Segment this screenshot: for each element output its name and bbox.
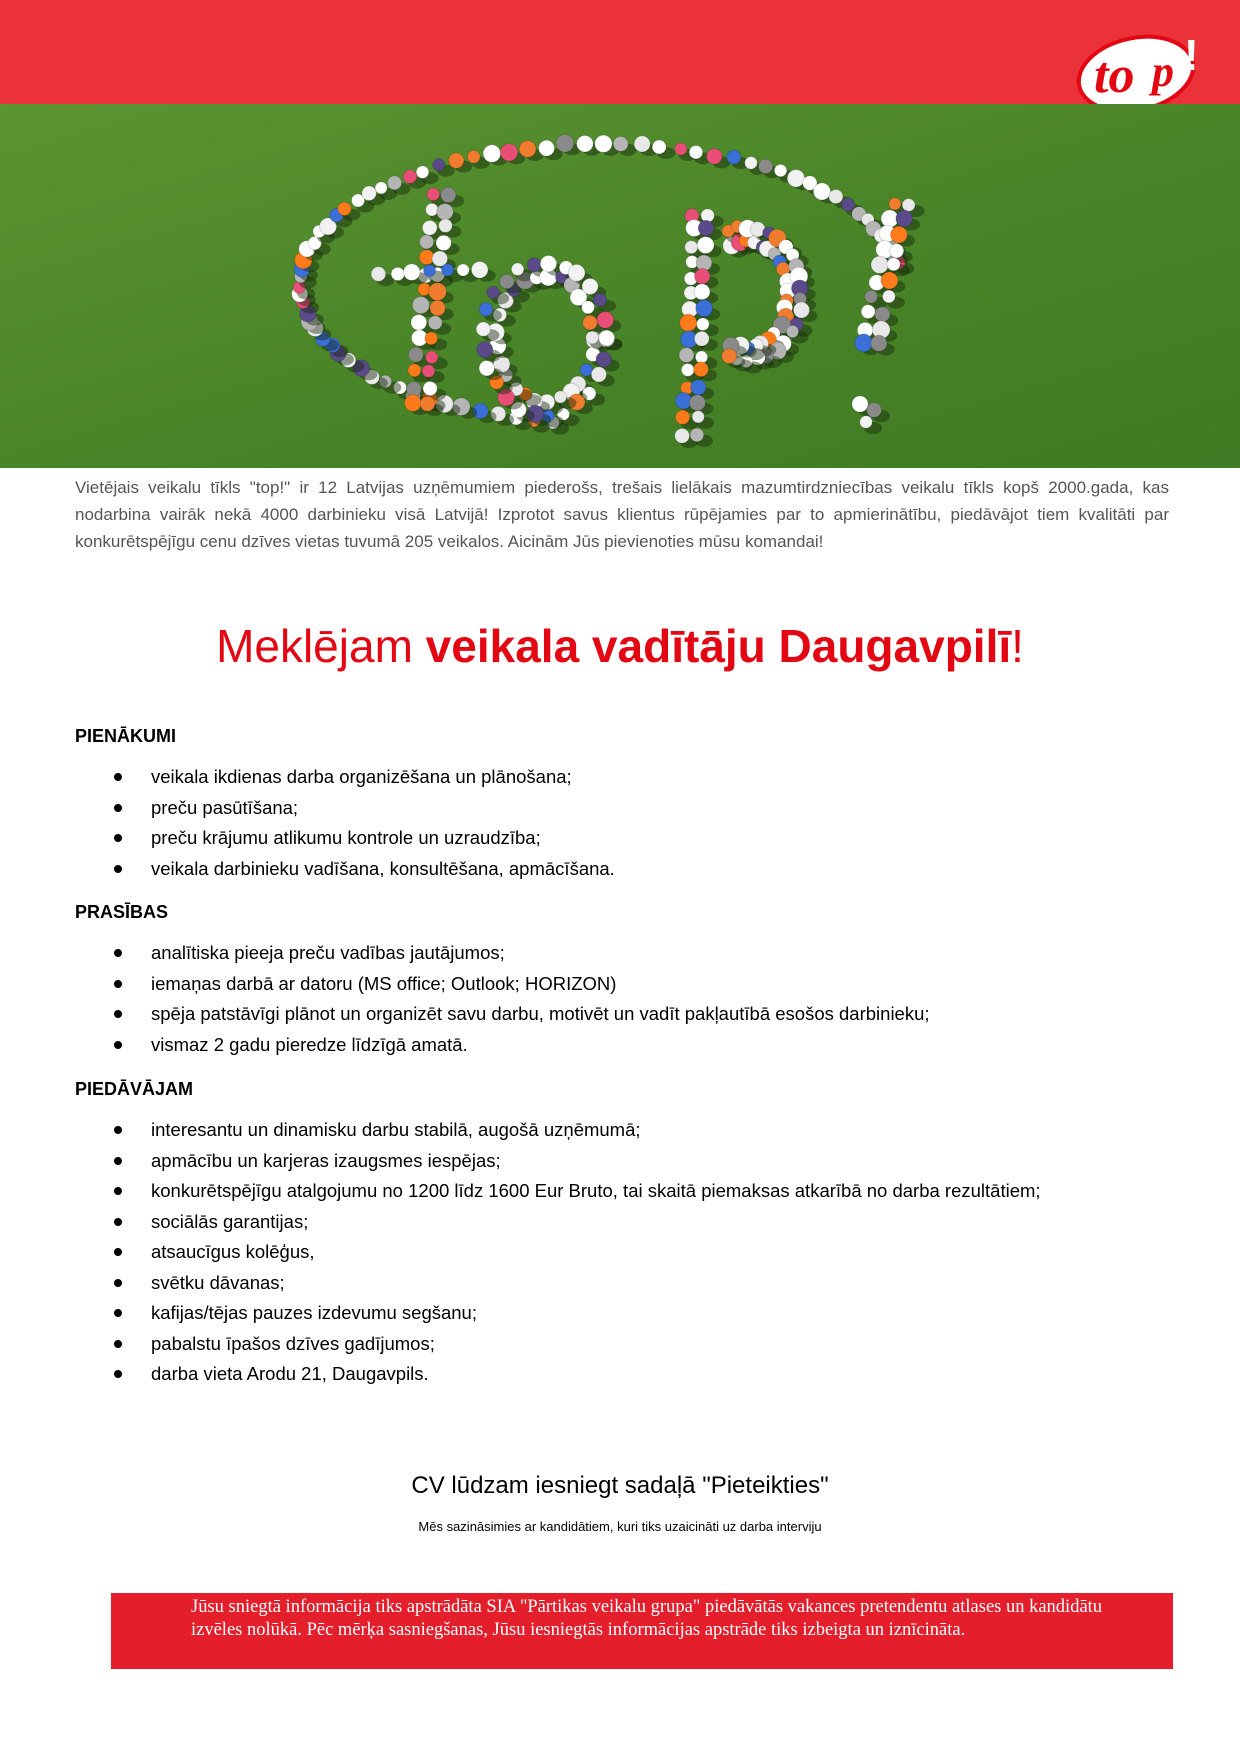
bullet-icon — [114, 865, 122, 873]
duties-list — [75, 762, 1175, 884]
privacy-notice-text: Jūsu sniegtā informācija tiks apstrādāta SIA "Pārtikas veikalu grupa" piedāvātās vakances pretendentu atlases un kandidātu izvēles nolūkā. Pēc mērķa sasniegšanas, Jūsu iesniegtās informācijas apstrāde tiks izbeigta un iznīcināta. — [191, 1597, 1103, 1640]
list-item-text: preču pasūtīšana; — [151, 796, 299, 818]
list-item — [75, 969, 1175, 1000]
crowd-person — [676, 410, 690, 424]
crowd-person — [403, 264, 420, 281]
crowd-person — [479, 360, 494, 375]
crowd-person — [519, 141, 536, 158]
list-item — [75, 854, 1175, 885]
crowd-person — [881, 272, 898, 289]
crowd-person — [887, 258, 900, 271]
crowd-person — [568, 264, 585, 281]
headline-suffix: ! — [1011, 620, 1024, 672]
crowd-person — [433, 159, 445, 171]
crowd-person — [852, 396, 868, 412]
offer-list — [75, 1115, 1175, 1390]
crowd-person — [425, 332, 438, 345]
crowd-person — [675, 143, 687, 155]
svg-text:to: to — [1094, 47, 1135, 104]
crowd-person — [408, 347, 423, 362]
crowd-person — [583, 315, 598, 330]
crowd-person — [786, 325, 798, 337]
section-title-offer: PIEDĀVĀJAM — [75, 1079, 194, 1099]
list-item-text: interesantu un dinamisku darbu stabilā, augošā uzņēmumā; — [151, 1119, 641, 1140]
crowd-person — [692, 411, 704, 423]
cv-title: CV lūdzam iesniegt sadaļā "Pieteikties" — [411, 1472, 829, 1499]
crowd-person — [375, 182, 387, 194]
list-item — [75, 1030, 1175, 1061]
crowd-person — [411, 315, 427, 331]
top-banner — [0, 0, 1240, 104]
crowd-person — [787, 170, 804, 187]
crowd-person — [582, 278, 598, 294]
crowd-person — [652, 140, 666, 154]
svg-text:p: p — [1152, 47, 1174, 96]
headline-position: veikala vadītāju Daugavpilī — [425, 620, 1012, 672]
bullet-icon — [114, 1370, 122, 1378]
crowd-person — [427, 188, 440, 201]
crowd-person — [487, 286, 500, 299]
crowd-person — [695, 268, 710, 283]
crowd-person — [511, 263, 523, 275]
crowd-person — [467, 150, 480, 163]
crowd-person — [424, 265, 436, 277]
privacy-notice — [111, 1593, 1173, 1669]
crowd-person — [679, 348, 694, 363]
crowd-person — [689, 145, 702, 158]
crowd-person — [698, 220, 713, 235]
crowd-person — [582, 301, 595, 314]
crowd-person — [403, 170, 417, 184]
crowd-person — [441, 187, 456, 202]
duties-section — [75, 724, 1175, 884]
crowd-person — [577, 136, 594, 153]
bullet-icon — [114, 1218, 122, 1226]
crowd-person — [774, 164, 786, 176]
crowd-person — [689, 395, 705, 411]
crowd-person — [422, 365, 435, 378]
headline-prefix: Meklējam — [216, 620, 426, 672]
crowd-person — [457, 264, 469, 276]
crowd-person — [596, 352, 611, 367]
crowd-person — [423, 381, 437, 395]
crowd-person — [405, 395, 422, 412]
crowd-person — [426, 203, 439, 216]
crowd-person — [477, 342, 493, 358]
list-item-text: atsaucīgus kolēģus, — [151, 1241, 315, 1262]
section-title-duties: PIENĀKUMI — [75, 726, 177, 746]
crowd-person — [696, 300, 713, 317]
list-item-text: spēja patstāvīgi plānot un organizēt savu darbu, motivēt un vadīt pakļautībā esošos darbinieku; — [151, 1003, 930, 1024]
crowd-person — [865, 290, 878, 303]
crowd-person — [675, 429, 690, 444]
crowd-person — [681, 363, 694, 376]
crowd-person — [680, 314, 697, 331]
crowd-person — [896, 210, 913, 227]
crowd-person — [793, 302, 809, 318]
list-item-text: svētku dāvanas; — [151, 1271, 285, 1293]
crowd-person — [362, 186, 376, 200]
crowd-person — [500, 274, 514, 288]
list-item — [75, 999, 1175, 1030]
crowd-person — [539, 140, 555, 156]
crowd-person — [483, 145, 500, 162]
bullet-icon — [114, 1309, 122, 1317]
crowd-person — [428, 316, 442, 330]
crowd-person — [430, 300, 445, 315]
list-item — [75, 1176, 1175, 1207]
crowd-person — [597, 312, 614, 329]
crowd-person — [690, 428, 704, 442]
crowd-person — [408, 364, 421, 377]
crowd-person — [437, 204, 454, 221]
crowd-person — [439, 219, 452, 232]
crowd-person — [436, 235, 451, 250]
bullet-icon — [114, 1157, 122, 1165]
list-item — [75, 793, 1175, 824]
list-item-text: darba vieta Arodu 21, Daugavpils. — [151, 1363, 429, 1384]
crowd-person — [476, 322, 490, 336]
crowd-person — [860, 416, 872, 428]
list-item-text: veikala darbinieku vadīšana, konsultēšana, apmācīšana. — [151, 857, 615, 879]
list-item-text: analītiska pieeja preču vadības jautājumos; — [151, 942, 505, 963]
crowd-person — [634, 136, 650, 152]
list-item — [75, 1207, 1175, 1238]
crowd-person — [420, 235, 434, 249]
crowd-person — [875, 307, 890, 322]
crowd-person — [412, 297, 429, 314]
bullet-icon — [114, 949, 122, 957]
crowd-person — [338, 202, 351, 215]
bullet-icon — [114, 980, 122, 988]
crowd-person — [745, 157, 758, 170]
crowd-person — [890, 244, 904, 258]
requirements-section — [75, 900, 1175, 1060]
crowd-person — [425, 351, 438, 364]
crowd-person — [540, 255, 556, 271]
bullet-icon — [114, 1248, 122, 1256]
list-item — [75, 823, 1175, 854]
bullet-icon — [114, 1126, 122, 1134]
list-item-text: konkurētspējīgu atalgojumu no 1200 līdz 1600 Eur Bruto, tai skaitā piemaksas atkarībā no darba rezultātiem; — [151, 1180, 1041, 1201]
cv-subtitle: Mēs sazināsimies ar kandidātiem, kuri tiks uzaicināti uz darba interviju — [418, 1519, 822, 1534]
crowd-person — [890, 226, 907, 243]
crowd-person — [722, 349, 737, 364]
crowd-person — [871, 256, 888, 273]
crowd-person — [391, 267, 404, 280]
svg-text:!: ! — [1184, 31, 1199, 80]
list-item — [75, 1359, 1175, 1390]
crowd-person — [593, 293, 606, 306]
top-logo — [1072, 26, 1224, 116]
bullet-icon — [114, 804, 122, 812]
hero-photo — [0, 104, 1240, 468]
crowd-person — [867, 403, 882, 418]
crowd-person — [441, 264, 453, 276]
crowd-person — [889, 198, 901, 210]
crowd-person — [871, 335, 887, 351]
crowd-person — [420, 396, 435, 411]
intro-text: Vietējais veikalu tīkls "top!" ir 12 Latvijas uzņēmumiem piederošs, trešais lielākais mazumtirdzniecības veikalu tīkls kopš 2000.gada, kas nodarbina vairāk nekā 4000 darbinieku visā Latvijā! Izprotot savus klientus rūpējamies par to apmierinātību, piedāvājot tiem kvalitāti par konkurētspējīgu cenu dzīves vietas tuvumā 205 veikalos. Aicinām Jūs pievienoties mūsu komandai! — [75, 478, 1169, 551]
crowd-person — [707, 149, 723, 165]
list-item — [75, 1298, 1175, 1329]
crowd-person — [813, 183, 830, 200]
crowd-person — [422, 220, 437, 235]
crowd-person — [371, 267, 386, 282]
offer-section — [75, 1077, 1175, 1390]
section-title-requirements: PRASĪBAS — [75, 902, 169, 922]
list-item — [75, 1268, 1175, 1299]
crowd-person — [694, 331, 709, 346]
crowd-person — [586, 331, 599, 344]
requirements-list — [75, 938, 1175, 1060]
bullet-icon — [114, 1041, 122, 1049]
crowd-person — [861, 305, 875, 319]
bullet-icon — [114, 1279, 122, 1287]
bullet-icon — [114, 834, 122, 842]
list-item-text: veikala ikdienas darba organizēšana un plānošana; — [151, 766, 572, 787]
crowd-person — [883, 290, 896, 303]
list-item-text: sociālās garantijas; — [151, 1210, 309, 1232]
crowd-person — [855, 334, 873, 352]
crowd-person — [388, 176, 402, 190]
crowd-person — [479, 302, 493, 316]
list-item-text: pabalstu īpašos dzīves gadījumos; — [151, 1332, 435, 1354]
crowd-person — [595, 135, 612, 152]
list-item — [75, 1115, 1175, 1146]
crowd-person — [694, 362, 709, 377]
list-item-text: preču krājumu atlikumu kontrole un uzraudzība; — [151, 827, 541, 848]
crowd-person — [841, 198, 854, 211]
list-item-text: vismaz 2 gadu pieredze līdzīgā amatā. — [151, 1033, 468, 1055]
bullet-icon — [114, 773, 122, 781]
crowd-person — [416, 166, 428, 178]
bullet-icon — [114, 1010, 122, 1018]
crowd-person — [527, 258, 541, 272]
crowd-person — [591, 367, 606, 382]
crowd-person — [685, 241, 698, 254]
crowd-person — [697, 237, 714, 254]
crowd-person — [429, 283, 447, 301]
list-item — [75, 1146, 1175, 1177]
list-item-text: apmācību un karjeras izaugsmes iespējas; — [151, 1149, 501, 1171]
list-item — [75, 1329, 1175, 1360]
crowd-person — [449, 153, 464, 168]
list-item — [75, 762, 1175, 793]
job-headline — [0, 618, 1240, 674]
list-item-text: kafijas/tējas pauzes izdevumu segšanu; — [151, 1302, 477, 1323]
crowd-person — [599, 330, 615, 346]
crowd-person — [694, 284, 710, 300]
crowd-person — [471, 262, 488, 279]
crowd-person — [758, 159, 772, 173]
crowd-person — [727, 150, 741, 164]
crowd-person — [500, 144, 517, 161]
crowd-person — [691, 380, 706, 395]
crowd-person — [829, 189, 843, 203]
crowd-person — [902, 199, 915, 212]
crowd-person — [554, 391, 566, 403]
list-item — [75, 1237, 1175, 1268]
list-item-text: iemaņas darbā ar datoru (MS office; Outlook; HORIZON) — [151, 972, 617, 994]
crowd-person — [613, 136, 628, 151]
list-item — [75, 938, 1175, 969]
crowd-person — [697, 318, 710, 331]
bullet-icon — [114, 1187, 122, 1195]
bullet-icon — [114, 1340, 122, 1348]
crowd-person — [556, 134, 574, 152]
